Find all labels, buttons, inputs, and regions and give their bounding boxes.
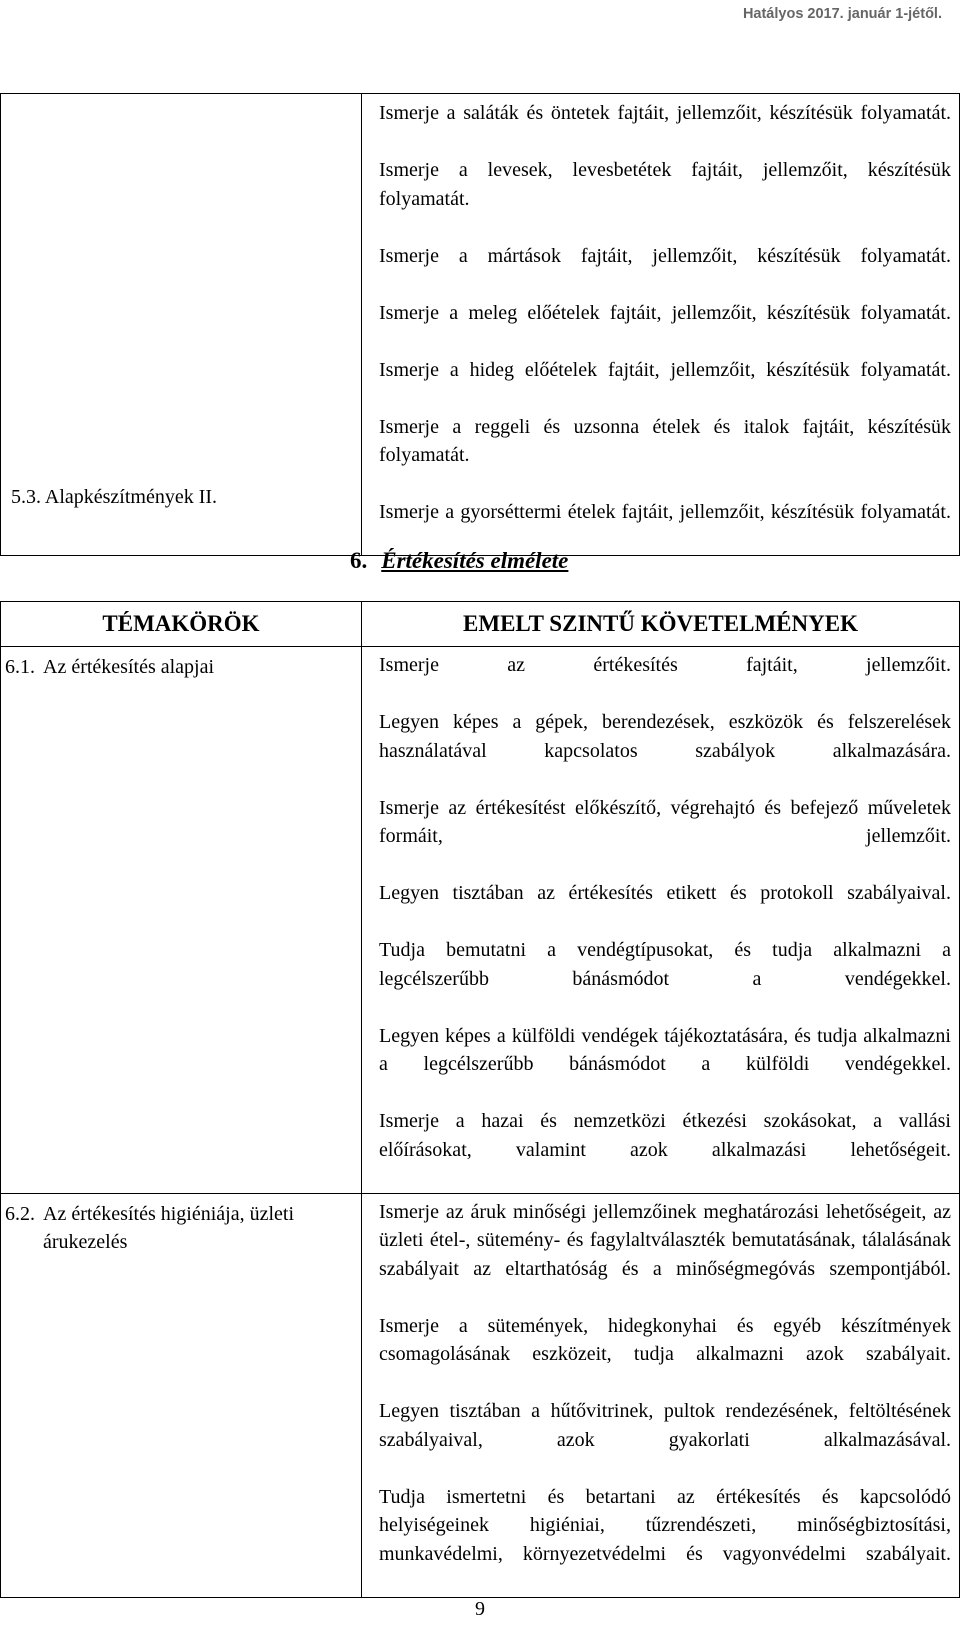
- requirement-item: Tudja bemutatni a vendégtípusokat, és tudja alkalmazni a legcélszerűbb bánásmódot a vendégekkel.: [379, 939, 951, 990]
- column-header-topics: TÉMAKÖRÖK: [1, 602, 362, 647]
- requirement-item: Legyen képes a külföldi vendégek tájékoztatására, és tudja alkalmazni a legcélszerűbb bánásmódot a külföldi vendégekkel.: [379, 1024, 951, 1075]
- requirements-table-6: [0, 601, 960, 1598]
- requirement-item: Ismerje a sütemények, hidegkonyhai és egyéb készítmények csomagolásának eszközeit, tudja alkalmazni azok szabályait.: [379, 1314, 951, 1365]
- requirement-item: Ismerje a levesek, levesbetétek fajtáit, jellemzőit, készítésük folyamatát.: [379, 159, 951, 210]
- section-number: 6.: [350, 548, 368, 573]
- topic-number: 6.1.: [5, 656, 35, 678]
- section-title: Értékesítés elmélete: [381, 548, 569, 573]
- requirement-item: Legyen tisztában az értékesítés etikett és protokoll szabályaival.: [379, 882, 951, 904]
- topic-label: Az értékesítés alapjai: [43, 656, 215, 678]
- requirement-item: Ismerje a meleg előételek fajtáit, jellemzőit, készítésük folyamatát.: [379, 301, 951, 324]
- requirement-item: Legyen tisztában a hűtővitrinek, pultok rendezésének, feltöltésének szabályaival, azok gyakorlati alkalmazásával.: [379, 1400, 951, 1451]
- topic-label: 5.3. Alapkészítmények II.: [11, 485, 218, 508]
- requirement-item: Ismerje az értékesítést előkészítő, végrehajtó és befejező műveletek formáit, jellemzőit.: [379, 796, 951, 847]
- requirement-item: Ismerje a reggeli és uzsonna ételek és italok fajtáit, készítésük folyamatát.: [379, 415, 951, 466]
- requirement-item: Legyen képes a gépek, berendezések, eszközök és felszerelések használatával kapcsolatos szabályok alkalmazására.: [379, 711, 951, 762]
- section-heading: [350, 548, 568, 574]
- requirement-item: Ismerje a hideg előételek fajtáit, jellemzőit, készítésük folyamatát.: [379, 358, 951, 381]
- requirements-table-5-3: [0, 93, 960, 556]
- requirement-item: Ismerje a saláták és öntetek fajtáit, jellemzőit, készítésük folyamatát.: [379, 102, 951, 124]
- requirement-item: Ismerje a hazai és nemzetközi étkezési szokásokat, a vallási előírásokat, valamint azok alkalmazási lehetőségeit.: [379, 1110, 951, 1161]
- requirements-cell: [362, 1193, 960, 1597]
- topic-cell: [1, 94, 362, 556]
- page-number: 9: [475, 1598, 485, 1620]
- requirement-item: Ismerje az értékesítés fajtáit, jellemzőit.: [379, 654, 951, 676]
- requirement-item: Tudja ismertetni és betartani az értékesítés és kapcsolódó helyiségeinek higiéniai, tűzrendészeti, minőségbiztosítási, munkavédelmi, környezetvédelmi és vagyonvédelmi szabályait.: [379, 1485, 951, 1565]
- topic-label: Az értékesítés higiéniája, üzleti árukezelés: [43, 1202, 295, 1253]
- requirement-item: Ismerje a mártások fajtáit, jellemzőit, készítésük folyamatát.: [379, 244, 951, 267]
- requirement-item: Ismerje az áruk minőségi jellemzőinek meghatározási lehetőségeit, az üzleti étel-, sütemény- és fagylaltválaszték bemutatásának, tálalásának szabályait az eltarthatóság és a minőségmegóvás szempontjából.: [379, 1200, 951, 1280]
- requirement-item: Ismerje a gyorséttermi ételek fajtáit, jellemzőit, készítésük folyamatát.: [379, 501, 951, 523]
- topic-number: 6.2.: [5, 1202, 35, 1225]
- requirements-cell: [362, 94, 960, 556]
- document-header: Hatályos 2017. január 1-jétől.: [742, 6, 942, 22]
- topic-cell: [1, 1193, 362, 1597]
- column-header-requirements: EMELT SZINTŰ KÖVETELMÉNYEK: [362, 602, 960, 647]
- requirements-cell: [362, 647, 960, 1194]
- topic-cell: [1, 647, 362, 1194]
